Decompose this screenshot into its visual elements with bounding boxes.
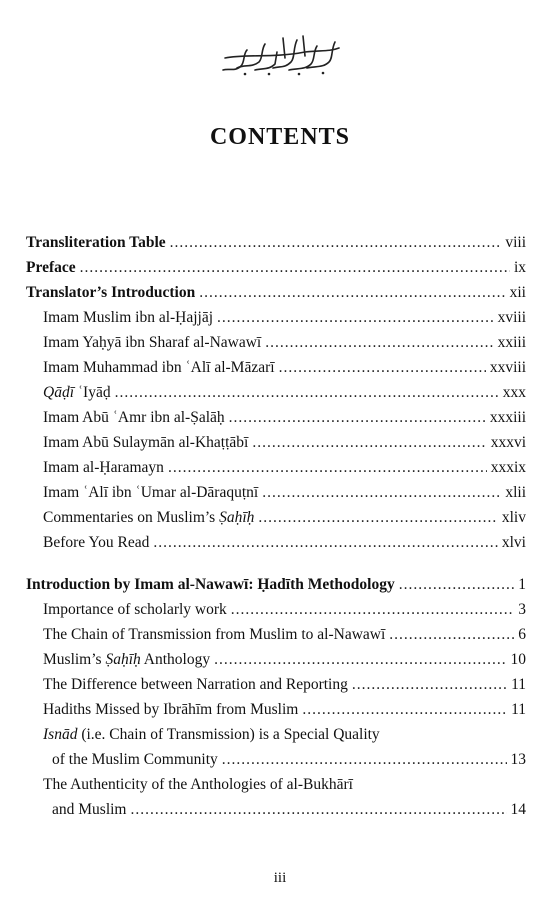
section-spacer (26, 555, 526, 572)
toc-page-number: 14 (510, 801, 526, 818)
toc-subentry[interactable] (26, 530, 526, 555)
toc-entry-title: of the Muslim Community (52, 751, 218, 768)
toc-page-number: xxxiii (489, 409, 526, 426)
toc-page-number: 1 (518, 576, 526, 593)
toc-subentry[interactable] (26, 647, 526, 672)
toc-entry[interactable] (26, 230, 526, 255)
toc-page-number: ix (513, 259, 526, 276)
contents-heading: CONTENTS (209, 124, 351, 150)
toc-entry-title: Transliteration Table (26, 234, 166, 251)
toc-subentry[interactable] (26, 305, 526, 330)
basmala-calligraphy-icon (215, 28, 345, 78)
leader-dots (222, 747, 507, 772)
toc-page-number: xlii (505, 484, 526, 501)
toc-entry-title: Introduction by Imam al-Nawawī: Ḥadīth Methodology (26, 576, 395, 593)
toc-page-number: 11 (511, 676, 526, 693)
toc-subentry[interactable] (26, 430, 526, 455)
toc-page-number: xviii (497, 309, 526, 326)
leader-dots (115, 380, 499, 405)
toc-entry-title: Preface (26, 259, 76, 276)
leader-dots (214, 647, 506, 672)
toc-entry-title: Isnād (i.e. Chain of Transmission) is a Special Quality (43, 726, 380, 743)
toc-subentry[interactable] (26, 455, 526, 480)
toc-page-number: 11 (511, 701, 526, 718)
toc-page-number: xxxix (490, 459, 526, 476)
leader-dots (168, 455, 487, 480)
toc-entry-title: Imam Muhammad ibn ʿAlī al-Māzarī (43, 359, 275, 376)
toc-entry-title: The Difference between Narration and Reporting (43, 676, 348, 693)
toc-page-number: xliv (501, 509, 526, 526)
leader-dots (229, 405, 486, 430)
page-folio: iii (273, 870, 287, 886)
leader-dots (399, 572, 515, 597)
toc-entry-title: Qāḍī ʿIyāḍ (43, 384, 111, 401)
toc-entry-title: Imam al-Ḥaramayn (43, 459, 164, 476)
toc-page-number: 6 (518, 626, 526, 643)
toc-page-number: xxiii (497, 334, 526, 351)
toc-entry-title: Translator’s Introduction (26, 284, 196, 301)
toc-entry-title: Hadiths Missed by Ibrāhīm from Muslim (43, 701, 299, 718)
leader-dots (302, 697, 507, 722)
toc-entry-title: Importance of scholarly work (43, 601, 227, 618)
toc-page-number: 13 (510, 751, 526, 768)
toc-subentry[interactable] (26, 480, 526, 505)
leader-dots (80, 255, 510, 280)
toc-subentry[interactable] (26, 672, 526, 697)
toc-entry-title: Imam Abū Sulaymān al-Khaṭṭābī (43, 434, 249, 451)
toc-subentry[interactable] (26, 380, 526, 405)
toc-entry-title: Muslim’s Ṣaḥīḥ Anthology (43, 651, 211, 668)
leader-dots (231, 597, 514, 622)
toc-subentry[interactable] (26, 622, 526, 647)
toc-page-number: 10 (510, 651, 526, 668)
toc-entry-title: Imam Abū ʿAmr ibn al-Ṣalāḥ (43, 409, 225, 426)
toc-page-number: xii (509, 284, 526, 301)
toc-subentry[interactable] (26, 697, 526, 722)
toc-subentry[interactable] (26, 355, 526, 380)
toc-subentry-first-line[interactable] (26, 772, 526, 797)
toc-entry-title: Before You Read (43, 534, 150, 551)
leader-dots (217, 305, 494, 330)
leader-dots (389, 622, 514, 647)
toc-subentry-first-line[interactable] (26, 722, 526, 747)
toc-subentry[interactable] (26, 330, 526, 355)
toc-subentry[interactable] (26, 597, 526, 622)
leader-dots (131, 797, 507, 822)
toc-page-number: xxxvi (490, 434, 526, 451)
leader-dots (279, 355, 486, 380)
table-of-contents (26, 230, 526, 822)
leader-dots (153, 530, 498, 555)
leader-dots (258, 505, 497, 530)
toc-entry-title: Commentaries on Muslim’s Ṣaḥīḥ (43, 509, 255, 526)
toc-page-number: xxx (502, 384, 526, 401)
toc-entry-title: and Muslim (52, 801, 127, 818)
toc-entry-title: Imam Yaḥyā ibn Sharaf al-Nawawī (43, 334, 262, 351)
leader-dots (199, 280, 505, 305)
toc-page-number: xxviii (489, 359, 526, 376)
toc-subentry[interactable] (26, 505, 526, 530)
toc-entry[interactable] (26, 280, 526, 305)
toc-page-number: xlvi (501, 534, 526, 551)
toc-entry[interactable] (26, 572, 526, 597)
leader-dots (352, 672, 507, 697)
toc-entry-title: The Authenticity of the Anthologies of al-Bukhārī (43, 776, 353, 793)
toc-subentry-continuation[interactable] (26, 747, 526, 772)
toc-entry-title: Imam Muslim ibn al-Ḥajjāj (43, 309, 214, 326)
leader-dots (265, 330, 493, 355)
leader-dots (252, 430, 486, 455)
toc-entry-title: Imam ʿAlī ibn ʿUmar al-Dāraquṭnī (43, 484, 259, 501)
leader-dots (170, 230, 502, 255)
toc-entry-title: The Chain of Transmission from Muslim to al-Nawawī (43, 626, 386, 643)
toc-page-number: 3 (518, 601, 526, 618)
toc-subentry-continuation[interactable] (26, 797, 526, 822)
toc-subentry[interactable] (26, 405, 526, 430)
toc-page-number: viii (505, 234, 526, 251)
toc-entry[interactable] (26, 255, 526, 280)
leader-dots (262, 480, 501, 505)
